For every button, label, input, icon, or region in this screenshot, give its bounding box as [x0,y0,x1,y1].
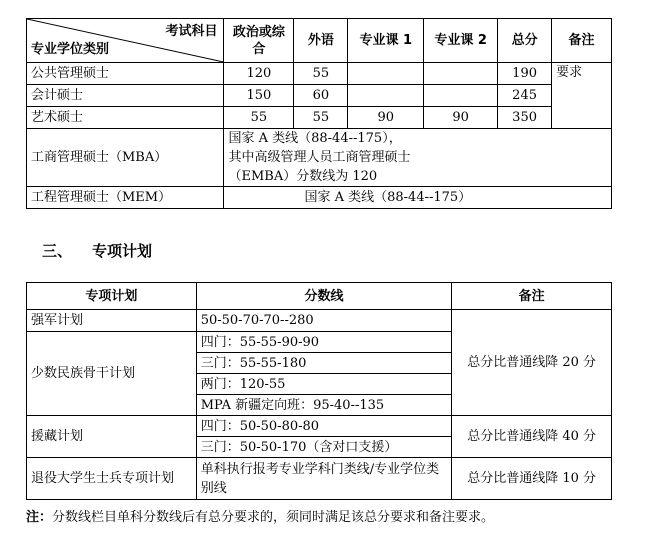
header-total: 总分 [498,19,552,63]
line-minority-4: 四门：55-55-90-90 [196,332,452,353]
line-yuanzang-3: 三门：50-50-170（含对口支援） [196,437,452,458]
line-yuanzang-4: 四门：50-50-80-80 [196,416,452,437]
table-row [27,63,612,85]
section-title: 专项计划 [92,242,153,260]
cell-language: 55 [294,107,348,129]
master-scores-table [26,18,612,209]
plan-qiangjun: 强军计划 [27,310,197,332]
row-name-mem: 工程管理硕士（MEM） [27,187,224,209]
header-remark: 备注 [552,19,612,63]
cell-total: 190 [498,63,552,85]
header-plan: 专项计划 [27,283,197,310]
table-row [27,107,612,129]
corner-bottom-label: 专业学位类别 [31,42,110,57]
header-remark: 备注 [452,283,612,310]
table-row [27,187,612,209]
cell-remark: 要求 [552,63,612,129]
row-name-mba: 工商管理硕士（MBA） [27,129,224,187]
cell-total: 245 [498,85,552,107]
row-name: 会计硕士 [27,85,224,107]
cell-language: 60 [294,85,348,107]
line-qiangjun: 50-50-70-70--280 [196,310,452,332]
cell-politics: 120 [224,63,294,85]
section-heading [42,240,152,261]
line-minority-3: 三门：55-55-180 [196,353,452,374]
cell-mem-text: 国家 A 类线（88-44--175） [224,187,612,209]
cell-mba-text: 国家 A 类线（88-44--175），其中高级管理人员工商管理硕士（EMBA）分数线为 120 [224,129,612,187]
footnote [26,506,494,525]
header-politics: 政治或综合 [224,19,294,63]
cell-total: 350 [498,107,552,129]
plan-veteran: 退役大学生士兵专项计划 [27,458,197,500]
table-row [27,416,612,437]
remark-veteran: 总分比普通线降 10 分 [452,458,612,500]
cell-major1 [348,85,424,107]
table-row [27,310,612,332]
header-language: 外语 [294,19,348,63]
plan-minority: 少数民族骨干计划 [27,332,197,416]
row-name: 艺术硕士 [27,107,224,129]
remark-minority: 总分比普通线降 20 分 [452,310,612,416]
line-veteran: 单科执行报考专业学科门类线/专业学位类别线 [196,458,452,500]
cell-major2 [424,85,498,107]
cell-major2 [424,63,498,85]
header-major2: 专业课 2 [424,19,498,63]
cell-language: 55 [294,63,348,85]
line-minority-mpa: MPA 新疆定向班：95-40--135 [196,395,452,416]
special-plans-table [26,282,612,500]
corner-top-label: 考试科目 [165,24,218,39]
plan-yuanzang: 援藏计划 [27,416,197,458]
table-row [27,85,612,107]
table-row [27,458,612,500]
header-major1: 专业课 1 [348,19,424,63]
footnote-label: 注： [26,510,53,525]
cell-politics: 150 [224,85,294,107]
cell-major1: 90 [348,107,424,129]
line-minority-2: 两门：120-55 [196,374,452,395]
table-row [27,129,612,187]
row-name: 公共管理硕士 [27,63,224,85]
footnote-text: 分数线栏目单科分数线后有总分要求的，须同时满足该总分要求和备注要求。 [52,510,495,525]
remark-yuanzang: 总分比普通线降 40 分 [452,416,612,458]
corner-header-cell [27,19,224,63]
cell-major2: 90 [424,107,498,129]
header-score: 分数线 [196,283,452,310]
cell-major1 [348,63,424,85]
cell-politics: 55 [224,107,294,129]
section-number: 三、 [42,242,73,260]
